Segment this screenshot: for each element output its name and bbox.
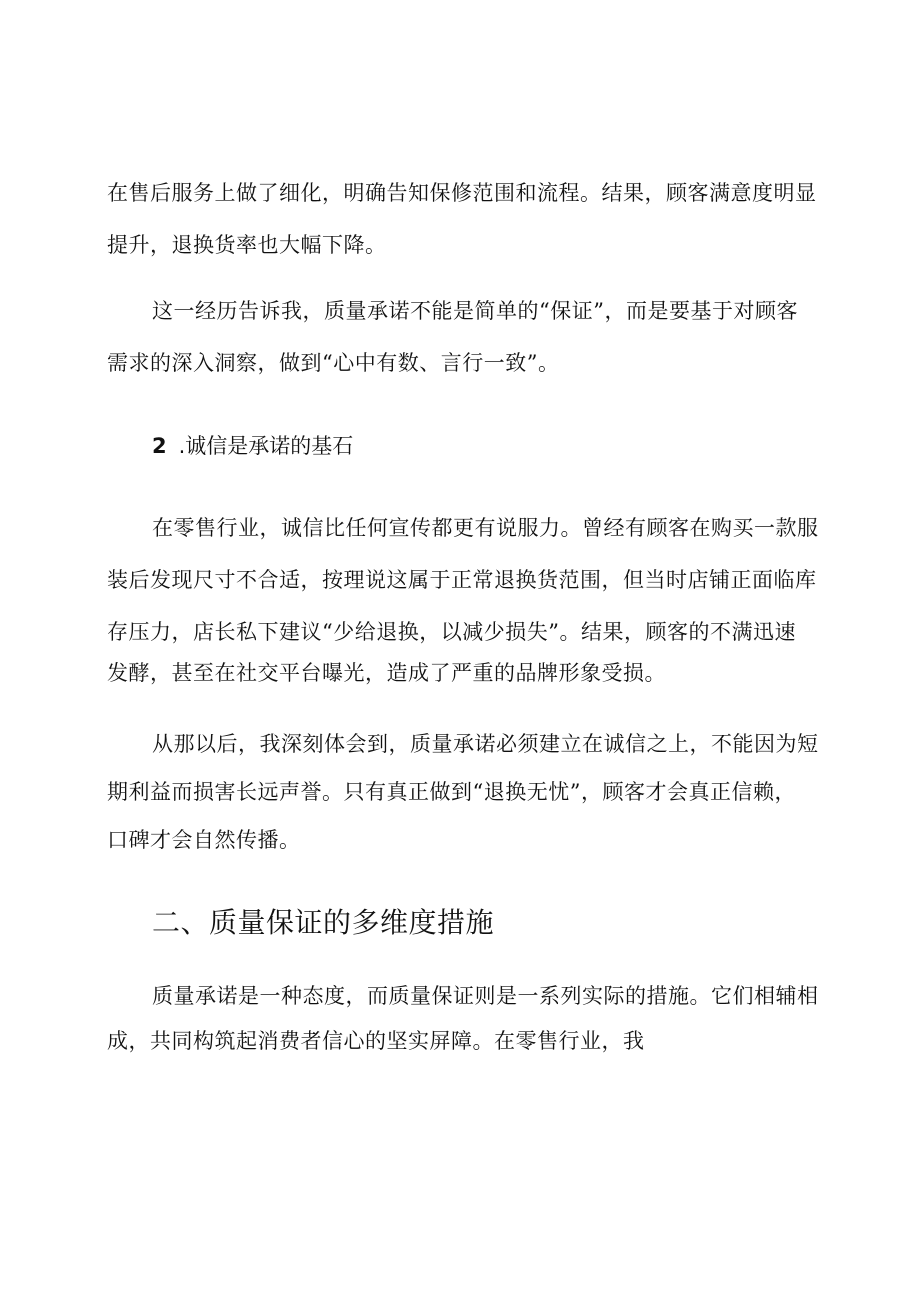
paragraph-line: 需求的深入洞察，做到“心中有数、言行一致”。 (107, 351, 560, 375)
subheading-text: .诚信是承诺的基石 (178, 434, 354, 458)
section-subheading (152, 433, 353, 459)
subheading-number: 2 (152, 434, 167, 458)
paragraph-line: 质量承诺是一种态度，而质量保证则是一系列实际的措施。它们相辅相 (152, 984, 819, 1008)
section-heading: 二、质量保证的多维度措施 (152, 906, 495, 939)
paragraph-line: 装后发现尺寸不合适，按理说这属于正常退换货范围，但当时店铺正面临库 (107, 568, 817, 592)
paragraph-line: 期利益而损害长远声誉。只有真正做到“退换无忧”，顾客才会真正信赖， (107, 780, 796, 804)
paragraph-line: 成，共同构筑起消费者信心的坚实屏障。在零售行业，我 (107, 1029, 645, 1053)
paragraph-line: 存压力，店长私下建议“少给退换，以减少损失”。结果，顾客的不满迅速 (107, 620, 796, 644)
paragraph-line: 从那以后，我深刻体会到，质量承诺必须建立在诚信之上，不能因为短 (152, 732, 819, 756)
paragraph-line: 在零售行业，诚信比任何宣传都更有说服力。曾经有顾客在购买一款服 (152, 516, 819, 540)
paragraph-line: 提升，退换货率也大幅下降。 (107, 233, 387, 257)
paragraph-line: 口碑才会自然传播。 (107, 828, 301, 852)
paragraph-line: 这一经历告诉我，质量承诺不能是简单的“保证”，而是要基于对顾客 (152, 299, 798, 323)
paragraph-line: 在售后服务上做了细化，明确告知保修范围和流程。结果，顾客满意度明显 (107, 181, 817, 205)
paragraph-line: 发酵，甚至在社交平台曝光，造成了严重的品牌形象受损。 (107, 661, 666, 685)
